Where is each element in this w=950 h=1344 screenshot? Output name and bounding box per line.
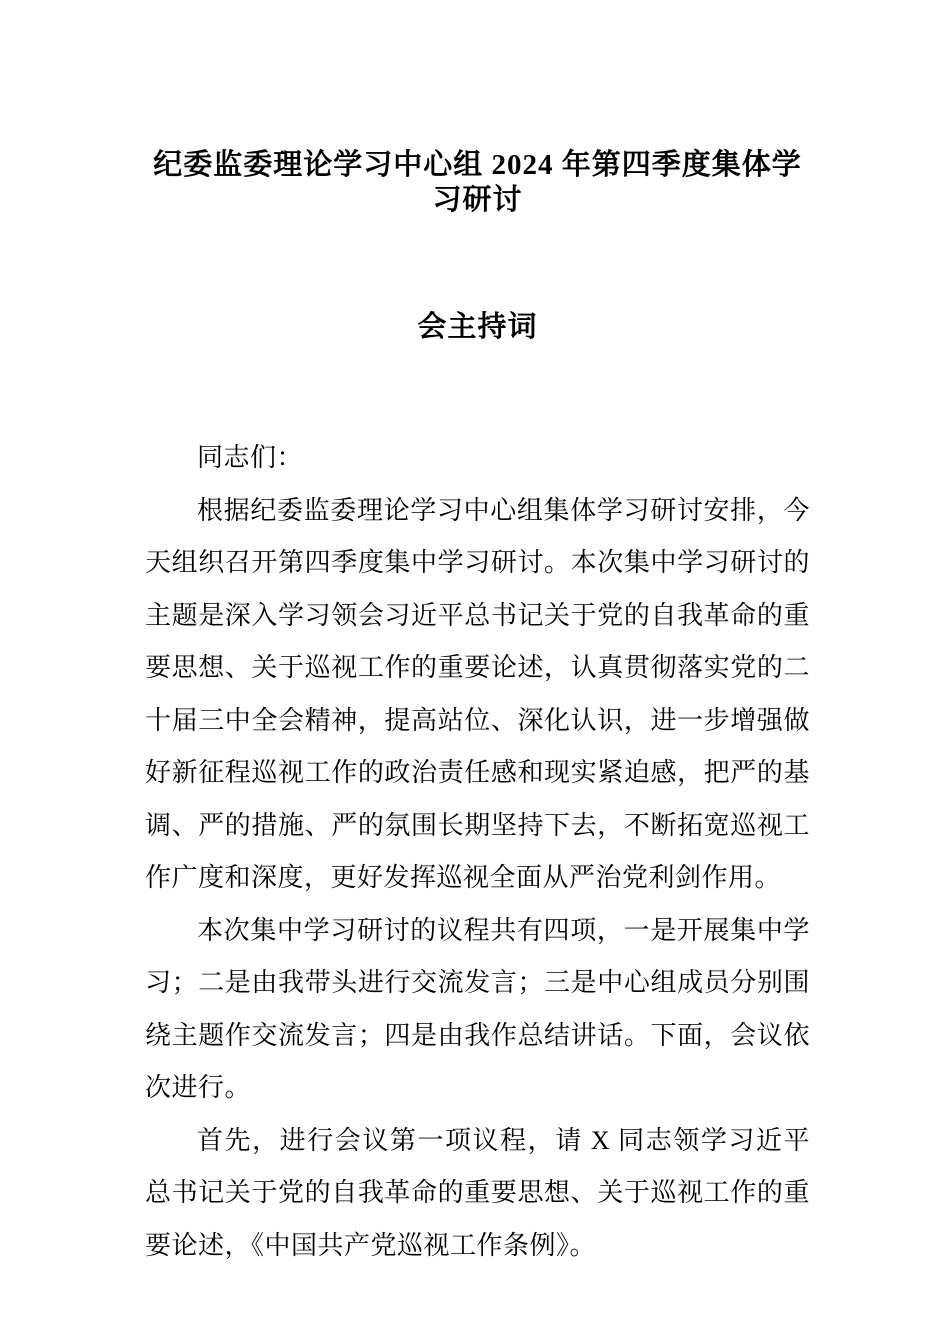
paragraph-salutation: 同志们： xyxy=(197,443,304,473)
document-body xyxy=(145,432,810,1272)
document-title-line-1: 纪委监委理论学习中心组 2024 年第四季度集体学习研讨 xyxy=(153,149,802,216)
document-title-line-2: 会主持词 xyxy=(417,310,538,343)
paragraph-intro: 根据纪委监委理论学习中心组集体学习研讨安排，今天组织召开第四季度集中学习研讨。本次集中学习研讨的主题是深入学习领会习近平总书记关于党的自我革命的重要思想、关于巡视工作的重要论述，认真贯彻落实党的二十届三中全会精神，提高站位、深化认识，进一步增强做好新征程巡视工作的政治责任感和现实紧迫感，把严的基调、严的措施、严的氛围长期坚持下去，不断拓宽巡视工作广度和深度，更好发挥巡视全面从严治党利剑作用。 xyxy=(145,495,810,893)
paragraph-first-item: 首先，进行会议第一项议程，请 X 同志领学习近平总书记关于党的自我革命的重要思想、关于巡视工作的重要论述，《中国共产党巡视工作条例》。 xyxy=(145,1125,810,1260)
document-title xyxy=(145,148,810,344)
paragraph-agenda: 本次集中学习研讨的议程共有四项，一是开展集中学习；二是由我带头进行交流发言；三是中心组成员分别围绕主题作交流发言；四是由我作总结讲话。下面，会议依次进行。 xyxy=(145,915,810,1103)
